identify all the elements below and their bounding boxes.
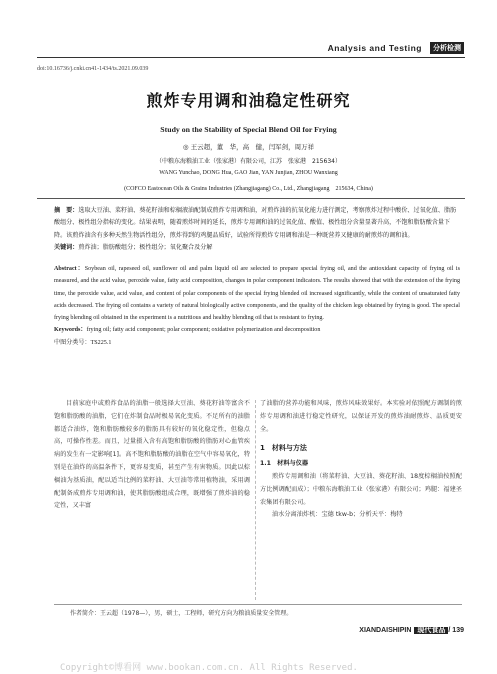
paper-title-cn: 煎炸专用调和油稳定性研究 xyxy=(146,91,351,110)
running-header: Analysis and Testing xyxy=(327,43,422,53)
paper-title-en: Study on the Stability of Special Blend Oil for Frying xyxy=(160,125,337,134)
authors-en: WANG Yunchao, DONG Hua, GAO Jian, YAN Junjian, ZHOU Wanxiang xyxy=(159,170,338,176)
page-footer xyxy=(359,625,464,635)
author-footnote: 作者简介：王云超（1978—），男，硕士，工程师，研究方向为粮油质量安全管理。 xyxy=(70,610,293,617)
journal-pinyin: XIANDAISHIPIN xyxy=(359,627,412,634)
copyright-watermark: Copyright©博看网 www.bookan.com.cn. All Rights Reserved. xyxy=(60,663,358,673)
journal-label: 现代食品 xyxy=(414,627,448,634)
section-heading-1-1: 1.1 材料与仪器 xyxy=(260,460,309,468)
abstract-en xyxy=(54,263,460,349)
keywords-en: frying oil; fatty acid component; polar component; oxidative polymerization and decomposition xyxy=(86,327,321,334)
title-rule xyxy=(37,198,465,199)
keywords-label-cn: 关键词： xyxy=(54,243,79,251)
body-left-column xyxy=(54,398,250,513)
abstract-cn xyxy=(54,205,460,254)
abstract-text-en: Soybean oil, rapeseed oil, sunflower oil and palm liquid oil are selected to prepare special frying oil, and the antioxidant capacity of frying oil is measured, and the acid value, peroxide value, fatty acid composition, changes in polar component indicators. The results showed that with the extension of the frying time, the peroxide value, acid value, and content of polar components of the special frying blended oil increased significantly, while the content of unsaturated fatty acids decreased. The frying oil contains a variety of natural biologically active components, and the quality of the chicken legs obtained by frying is good. The special frying blending oil obtained in the experiment is a nutritious and healthy blending oil that is resistant to frying. xyxy=(54,266,460,322)
body-right-column xyxy=(260,398,462,522)
header-rule xyxy=(37,57,465,58)
page-number: / 139 xyxy=(448,627,464,634)
keywords-cn: 煎炸油；脂肪酸组分；极性组分；氧化聚合及分解 xyxy=(78,243,213,251)
column-separator xyxy=(255,400,256,600)
authors-cn: ◎ 王云超，董 华，高 健，闫军剑，周万祥 xyxy=(182,143,315,151)
affiliation-en: (COFCO Eastocean Oils & Grains Industries (Zhangjiagang) Co., Ltd., Zhangjiagang 215634, China) xyxy=(124,186,373,192)
classification-label: 中图分类号： xyxy=(54,338,91,346)
body-right-intro: 了油脂的营养功能和风味，煎炸风味效果好。本实验对依照配方调制的煎炸专用调和油进行稳定性研究，以保证开发的煎炸油耐煎炸、品质更安全。 xyxy=(260,400,462,433)
materials-text: 煎炸专用调和油（将菜籽油、大豆油、葵花籽油、18度棕榈油按照配方比例调配而成）；中粮东海粮油工业（张家港）有限公司；鸡腿：福建圣农集团有限公司。 xyxy=(260,472,462,506)
abstract-label-en: Abstract： xyxy=(54,266,85,272)
section-heading-1: 1 材料与方法 xyxy=(260,444,307,453)
abstract-label-cn: 摘 要： xyxy=(54,207,79,214)
doi: doi:10.16736/j.cnki.cn41-1434/ts.2021.09.039 xyxy=(37,66,149,72)
section-badge: 分析检测 xyxy=(430,42,464,54)
affiliation-cn: （中粮东海粮油工业（张家港）有限公司，江苏 张家港 215634） xyxy=(156,158,341,165)
equipment-text: 油水分离油炸机：宝德 tkw-b；分析天平：梅特 xyxy=(272,511,403,519)
footnote-rule xyxy=(54,604,462,605)
classification-code: TS225.1 xyxy=(90,339,112,346)
abstract-text-cn: 选取大豆油、菜籽油、葵花籽油和棕榈液油配制成煎炸专用调和油，对煎炸油的抗氧化能力进行测定，考察煎炸过程中酸价、过氧化值、脂肪酸组分、极性组分指标的变化。结果表明，随着煎炸时间的延长，煎炸专用调和油的过氧化值、酸值、极性组分含量显著升高，不饱和脂肪酸含量下降。该煎炸油含有多种天然生物活性组分，煎炸得到的鸡腿品质好，试验所得煎炸专用调和油是一种既营养又健康的耐煎炸的调和油。 xyxy=(54,207,457,239)
body-left-text: 目前家庭中或煎炸食品的油脂一般选择大豆油、葵花籽油等富含不饱和脂肪酸的油脂，它们在炸制食品时极易氧化变质。不足所有的油脂都适合油炸，饱和脂肪酸较多的脂肪具有较好的氧化稳定性，但稳点高，可操作性差。而且，过量摄入含有高饱和脂肪酸的脂肪对心血管疾病的发生有一定影响[1]。高不饱和脂肪酸的油脂在空气中容易氧化，特别是在油炸的高温条件下，更容易变质，甚至产生有害物质。因此以棕榈油为基质油，配以适当比例的菜籽油、大豆油等常用植物油，采用调配制备成煎炸专用调和油，使其脂肪酸组成合理，既增强了煎炸油的稳定性，又丰富 xyxy=(54,400,250,510)
keywords-label-en: Keywords： xyxy=(54,327,87,334)
